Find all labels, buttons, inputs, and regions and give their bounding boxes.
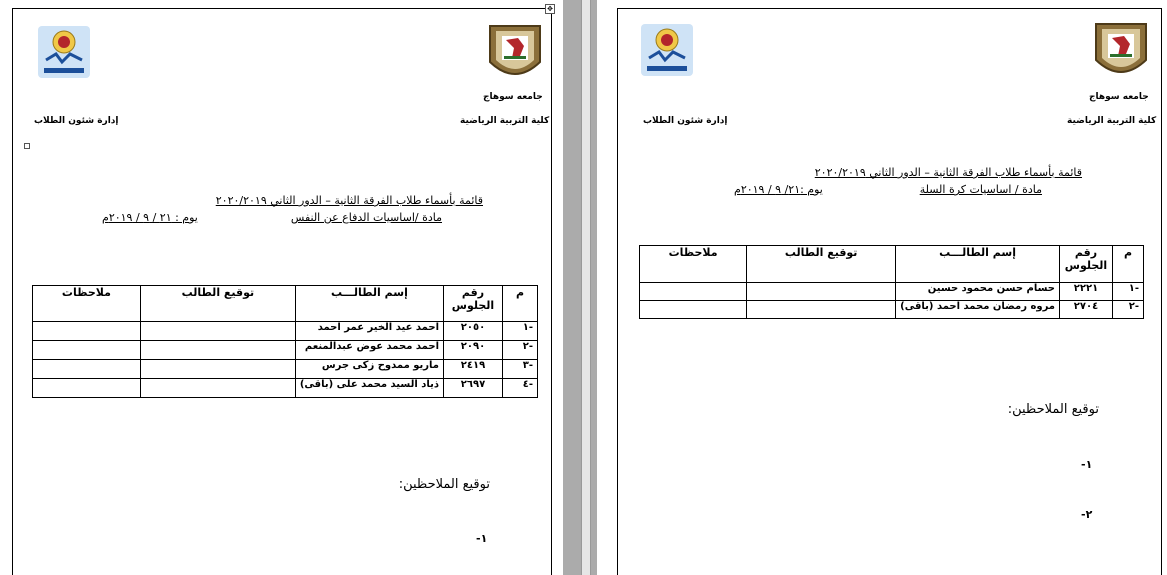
row-no: -٣ — [503, 360, 538, 379]
row-name: ذياد السيد محمد على (باقى) — [295, 379, 443, 398]
observer-number: -١ — [476, 532, 488, 545]
row-notes[interactable] — [33, 341, 141, 360]
col-header-no: م — [1113, 246, 1144, 283]
row-notes[interactable] — [33, 322, 141, 341]
faculty-logo — [36, 24, 92, 84]
page-gap — [563, 0, 597, 575]
observers-signature-label: توقيع الملاحظين: — [398, 477, 490, 492]
row-notes[interactable] — [640, 301, 747, 319]
exam-date: يوم : ٢١ / ٩ / ٢٠١٩م — [102, 211, 198, 224]
col-header-name: إسم الطالـــب — [295, 286, 443, 322]
row-name: حسام حسن محمود حسين — [896, 283, 1060, 301]
observers-signature-label: توقيع الملاحظين: — [1007, 402, 1099, 417]
row-no: -٤ — [503, 379, 538, 398]
university-name: جامعه سوهاج — [483, 92, 543, 102]
row-no: -١ — [1113, 283, 1144, 301]
row-seat: ٢٠٩٠ — [444, 341, 503, 360]
row-signature[interactable] — [140, 322, 295, 341]
row-signature[interactable] — [747, 283, 896, 301]
table-row — [640, 283, 1144, 301]
col-header-seat: رقم الجلوس — [444, 286, 503, 322]
university-crest-logo — [484, 22, 546, 90]
university-name: جامعه سوهاج — [1089, 92, 1149, 102]
faculty-name: كلية التربية الرياضية — [1067, 116, 1157, 126]
row-no: -٢ — [503, 341, 538, 360]
document-page-left[interactable] — [0, 0, 563, 575]
col-header-name: إسم الطالـــب — [896, 246, 1060, 283]
subject-label: مادة / اساسيات كرة السلة — [919, 183, 1042, 196]
row-name: مروه رمضان محمد احمد (باقى) — [896, 301, 1060, 319]
row-no: -١ — [503, 322, 538, 341]
faculty-name: كلية التربية الرياضية — [460, 116, 550, 126]
document-page-right[interactable] — [597, 0, 1167, 575]
col-header-signature: توقيع الطالب — [747, 246, 896, 283]
row-seat: ٢٠٥٠ — [444, 322, 503, 341]
table-row — [33, 341, 538, 360]
row-name: احمد عيد الخير عمر احمد — [295, 322, 443, 341]
subject-label: مادة /اساسيات الدفاع عن النفس — [290, 211, 442, 224]
row-signature[interactable] — [747, 301, 896, 319]
department-name: إدارة شئون الطلاب — [643, 116, 728, 126]
row-seat: ٢٤١٩ — [444, 360, 503, 379]
table-header-row — [33, 286, 538, 322]
col-header-signature: توقيع الطالب — [140, 286, 295, 322]
table-row — [33, 360, 538, 379]
row-seat: ٢٧٠٤ — [1060, 301, 1113, 319]
table-header-row — [640, 246, 1144, 283]
list-title: قائمة بأسماء طلاب الفرقة الثانية – الدور الثاني ٢٠٢٠/٢٠١٩ — [215, 194, 483, 207]
row-name: ماريو ممدوح زكى جرس — [295, 360, 443, 379]
table-move-handle[interactable]: ✥ — [545, 4, 555, 14]
row-signature[interactable] — [140, 341, 295, 360]
exam-date: يوم :٢١/ ٩ / ٢٠١٩م — [734, 183, 823, 196]
row-notes[interactable] — [33, 360, 141, 379]
anchor-marker — [24, 143, 30, 149]
table-row — [640, 301, 1144, 319]
row-seat: ٢٢٢١ — [1060, 283, 1113, 301]
col-header-seat: رقم الجلوس — [1060, 246, 1113, 283]
row-notes[interactable] — [33, 379, 141, 398]
university-crest-logo — [1090, 20, 1152, 88]
list-title: قائمة بأسماء طلاب الفرقة الثانية – الدور الثاني ٢٠٢٠/٢٠١٩ — [814, 166, 1082, 179]
faculty-logo — [639, 22, 695, 82]
col-header-notes: ملاحظات — [640, 246, 747, 283]
student-roster-table — [32, 285, 538, 398]
row-signature[interactable] — [140, 379, 295, 398]
table-row — [33, 379, 538, 398]
row-name: احمد محمد عوض عبدالمنعم — [295, 341, 443, 360]
row-signature[interactable] — [140, 360, 295, 379]
vertical-scrollbar[interactable] — [581, 0, 591, 575]
row-no: -٢ — [1113, 301, 1144, 319]
observer-number: -٢ — [1081, 508, 1093, 521]
row-seat: ٢٦٩٧ — [444, 379, 503, 398]
col-header-no: م — [503, 286, 538, 322]
col-header-notes: ملاحظات — [33, 286, 141, 322]
row-notes[interactable] — [640, 283, 747, 301]
department-name: إدارة شئون الطلاب — [34, 116, 119, 126]
table-row — [33, 322, 538, 341]
student-roster-table — [639, 245, 1144, 319]
observer-number: -١ — [1081, 458, 1093, 471]
